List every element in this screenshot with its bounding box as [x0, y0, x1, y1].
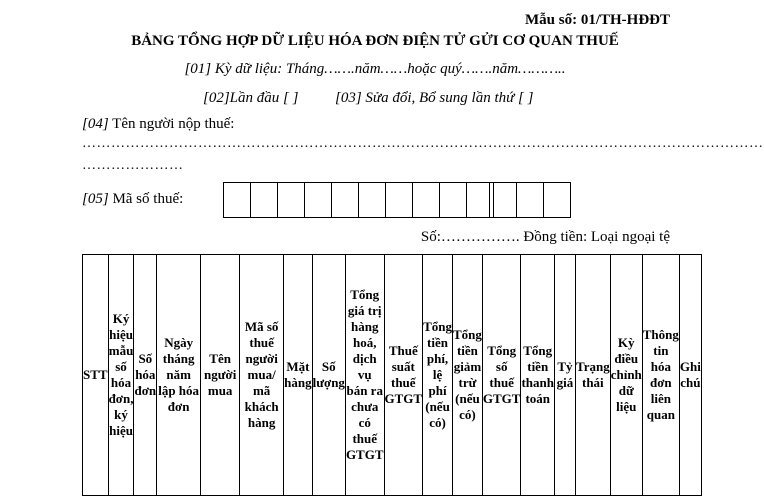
invoice-summary-table	[82, 254, 702, 496]
tax-code-boxes-main	[224, 182, 494, 218]
tax-code-text: Mã số thuế:	[112, 191, 184, 207]
column-header: Số lượng	[312, 255, 345, 496]
column-header: Tổng tiền giảm trừ (nếu có)	[452, 255, 482, 496]
column-header: Tổng số thuế GTGT	[482, 255, 521, 496]
tax-code-digit-box[interactable]	[304, 182, 332, 218]
taxpayer-dots-line-1: ……………………………………………………………………………………………………………………………	[82, 136, 764, 151]
column-header: Tên người mua	[201, 255, 240, 496]
tax-code-digit-box[interactable]	[385, 182, 413, 218]
tax-code-field-number: [05]	[82, 191, 109, 207]
tax-code-digit-box[interactable]	[543, 182, 571, 218]
tax-code-digit-box[interactable]	[489, 182, 517, 218]
column-header: Mã số thuế người mua/ mã khách hàng	[240, 255, 284, 496]
tax-code-digit-box[interactable]	[223, 182, 251, 218]
tax-code-digit-box[interactable]	[516, 182, 544, 218]
table-header-row	[83, 255, 702, 496]
column-header: Trạng thái	[575, 255, 610, 496]
column-header: Số hóa đơn	[134, 255, 157, 496]
column-header: Thông tin hóa đơn liên quan	[642, 255, 679, 496]
tax-code-digit-box[interactable]	[331, 182, 359, 218]
column-header: Ghi chú	[679, 255, 701, 496]
taxpayer-dots-line-2: …………………	[82, 158, 184, 173]
tax-code-digit-box[interactable]	[277, 182, 305, 218]
form-code: Mẫu số: 01/TH-HĐĐT	[524, 12, 670, 28]
document-title: BẢNG TỔNG HỢP DỮ LIỆU HÓA ĐƠN ĐIỆN TỬ GỬI CƠ QUAN THUẾ	[131, 33, 619, 49]
tax-code-digit-box[interactable]	[439, 182, 467, 218]
tax-code-digit-box[interactable]	[358, 182, 386, 218]
column-header: Tổng giá trị hàng hoá, dịch vụ bán ra chưa có thuế GTGT	[345, 255, 384, 496]
tax-code-label	[82, 191, 183, 208]
currency-line: Số:……………. Đồng tiền: Loại ngoại tệ	[420, 229, 670, 245]
column-header: Tổng tiền thanh toán	[521, 255, 555, 496]
taxpayer-field-number: [04]	[82, 116, 109, 132]
first-time-checkbox-label: [02]Lần đầu [ ]	[203, 90, 299, 106]
data-period-field: [01] Kỳ dữ liệu: Tháng…….năm……hoặc quý…….năm………..	[184, 61, 566, 77]
column-header: Tỷ giá	[554, 255, 575, 496]
taxpayer-label: Tên người nộp thuế:	[112, 116, 235, 132]
tax-code-digit-box[interactable]	[412, 182, 440, 218]
column-header: Thuế suất thuế GTGT	[384, 255, 423, 496]
tax-code-boxes-branch	[490, 182, 571, 218]
column-header: Kỳ điều chỉnh dữ liệu	[610, 255, 642, 496]
amendment-checkbox-label: [03] Sửa đổi, Bổ sung lần thứ [ ]	[335, 90, 534, 106]
column-header: Ngày tháng năm lập hóa đơn	[157, 255, 201, 496]
tax-code-digit-box[interactable]	[250, 182, 278, 218]
column-header: Ký hiệu mẫu số hóa đơn, ký hiệu	[108, 255, 134, 496]
taxpayer-name-field	[82, 116, 234, 133]
column-header: Mặt hàng	[284, 255, 312, 496]
column-header: STT	[83, 255, 109, 496]
column-header: Tổng tiền phí, lệ phí (nếu có)	[423, 255, 453, 496]
